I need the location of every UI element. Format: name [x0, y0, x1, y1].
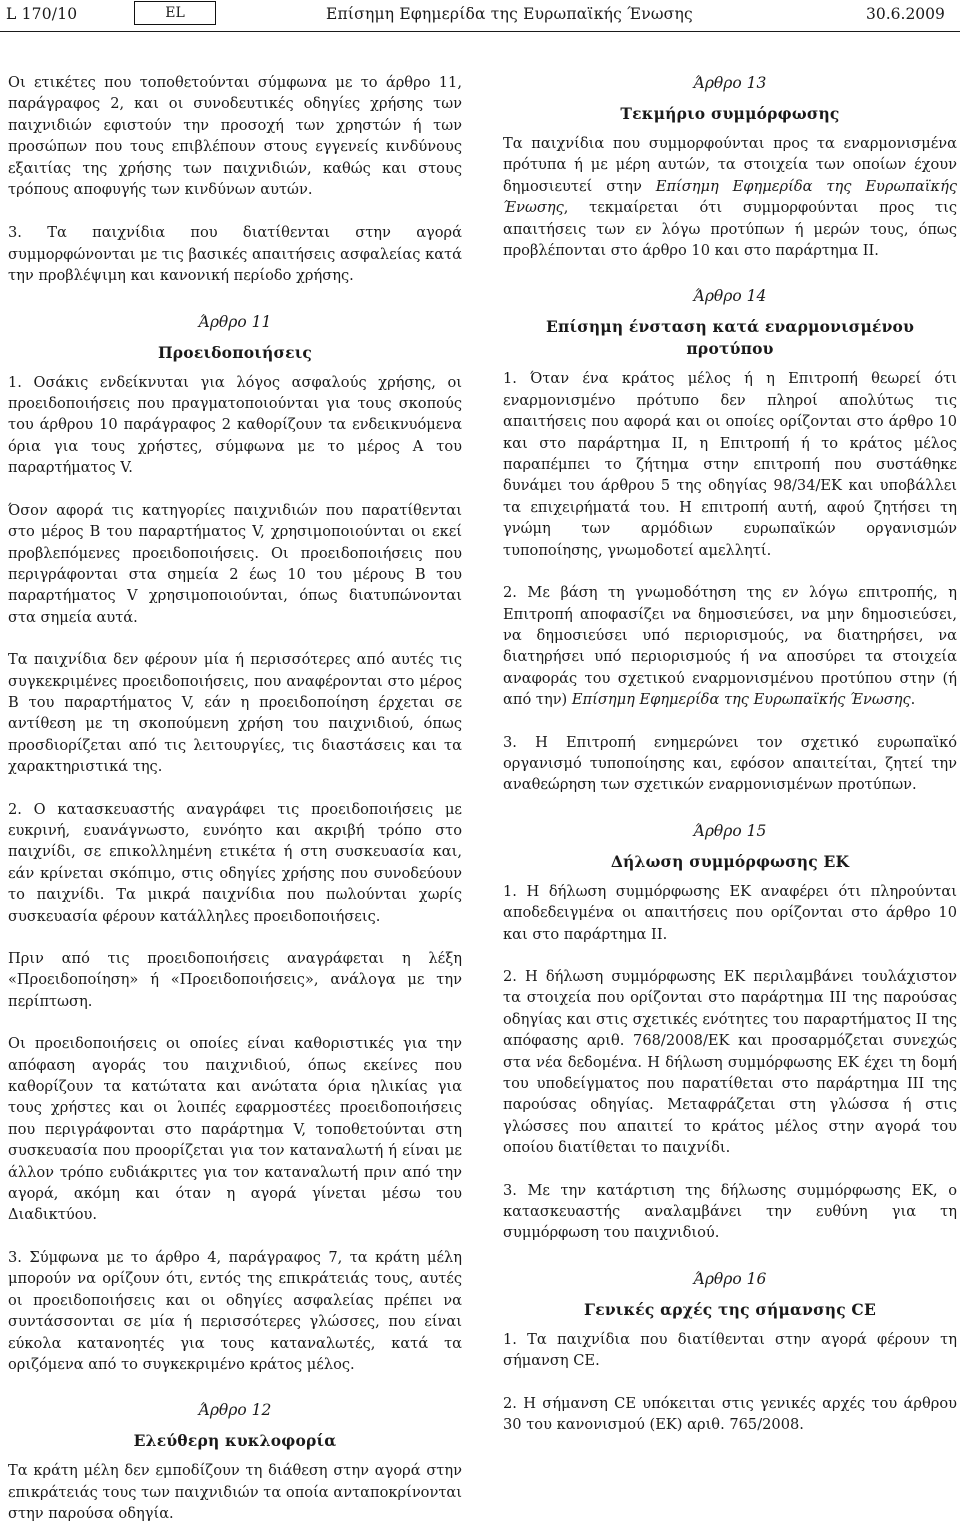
text-run: . [910, 691, 916, 709]
paragraph: 3. Σύμφωνα με το άρθρο 4, παράγραφος 7, τα κράτη μέλη μπορούν να ορίζουν ότι, εντός της επικράτειάς τους, αυτές οι προειδοποιήσεις και οι οδηγίες ασφαλείας πρέπει να συντάσσονται σε μία ή περισσότερες γλώσσες, που είναι εύκολα κατανοητές για τους καταναλωτές, κατά τα οριζόμενα από το συγκεκριμένο κράτος μέλος. [8, 1248, 462, 1373]
paragraph: 1. Η δήλωση συμμόρφωσης ΕΚ αναφέρει ότι πληρούνται αποδεδειγμένα οι απαιτήσεις που ορίζονται στο άρθρο 10 και στο παράρτημα II. [503, 882, 957, 943]
text-run: , τεκμαίρεται ότι συμμορφούνται προς τις απαιτήσεις των εν λόγω προτύπων ή μερών τους, όπως προβλέπονται στο άρθρο 10 και στο παράρτημα II. [503, 199, 957, 260]
paragraph: 3. Η Επιτροπή ενημερώνει τον σχετικό ευρωπαϊκό οργανισμό τυποποίησης και, εφόσον απαιτείται, ζητεί την αναθεώρηση των σχετικών εναρμονισμένων προτύπων. [503, 733, 957, 794]
paragraph [503, 582, 957, 710]
article-number: Άρθρο 15 [693, 821, 767, 840]
text-run: 2. Με βάση τη γνωμοδότηση της εν λόγω επιτροπής, η Επιτροπή αποφασίζει να δημοσιεύσει, να μην δημοσιεύσει, να δημοσιεύσει υπό περιορισμούς, να διατηρήσει, να διατηρήσει υπό περιορισμούς ή να αποσύρει τα στοιχεία αναφοράς του σχετικού εναρμονισμένου προτύπου στην (ή από την) [503, 584, 957, 709]
paragraph: Οι ετικέτες που τοποθετούνται σύμφωνα με το άρθρο 11, παράγραφος 2, και οι συνοδευτικές οδηγίες χρήσης των παιχνιδιών εφιστούν την προσοχή των χρηστών ή των προσώπων που τους επιβλέπουν στους εγγενείς κινδύνους εξαιτίας της χρήσης των παιχνιδιών, καθώς και στους τρόπους αποφυγής των κινδύνων αυτών. [8, 74, 462, 199]
paragraph [503, 133, 957, 261]
journal-reference: Επίσημη Εφημερίδα της Ευρωπαϊκής Ένωσης [571, 691, 911, 709]
language-code-box: EL [134, 1, 216, 25]
paragraph: Τα κράτη μέλη δεν εμποδίζουν τη διάθεση στην αγορά στην επικράτειάς τους των παιχνιδιών τα οποία ανταποκρίνονται στην παρούσα οδηγία. [8, 1462, 462, 1523]
paragraph: 3. Τα παιχνίδια που διατίθενται στην αγορά συμμορφώνονται με τις βασικές απαιτήσεις ασφαλείας κατά την προβλέψιμη και κανονική περίοδο χρήσης. [8, 224, 462, 285]
page-header [0, 0, 960, 32]
article-number: Άρθρο 11 [198, 312, 272, 331]
article-title: Τεκμήριο συμμόρφωσης [620, 104, 840, 123]
paragraph: 1. Οσάκις ενδείκνυται για λόγος ασφαλούς χρήσης, οι προειδοποιήσεις που πραγματοποιούνται για τους σκοπούς του άρθρου 10 παράγραφος 2 καθορίζουν τα ενδεικνυόμενα όρια για τους χρήστες, σύμφωνα με το μέρος Α του παραρτήματος V. [8, 373, 462, 477]
paragraph: 2. Η δήλωση συμμόρφωσης ΕΚ περιλαμβάνει τουλάχιστον τα στοιχεία που ορίζονται στο παράρτημα III της παρούσας οδηγίας και στις σχετικές ενότητες του παραρτήματος II της απόφασης αριθ. 768/2008/ΕΚ και προσαρμόζεται συνεχώς στα νέα δεδομένα. Η δήλωση συμμόρφωσης ΕΚ έχει τη δομή του υποδείγματος που παρατίθεται στο παράρτημα III της παρούσας οδηγίας. Μεταφράζεται στη γλώσσα ή στις γλώσσες που απαιτεί το κράτος μέλος στην αγορά του οποίου διατίθεται το παιχνίδι. [503, 967, 957, 1157]
article-number: Άρθρο 12 [198, 1401, 272, 1420]
journal-reference: Επίσημη Εφημερίδα της Ευρωπαϊκής Ένωσης [503, 177, 958, 217]
article-number: Άρθρο 14 [693, 287, 767, 306]
article-number: Άρθρο 16 [693, 1269, 767, 1288]
article-number: Άρθρο 13 [693, 74, 767, 92]
article-title: Προειδοποιήσεις [157, 342, 313, 362]
paragraph: 2. Η σήμανση CE υπόκειται στις γενικές αρχές του άρθρου 30 του κανονισμού (ΕΚ) αριθ. 765/2008. [503, 1394, 957, 1434]
right-column [503, 72, 957, 1435]
article-title: Γενικές αρχές της σήμανσης CE [584, 1299, 876, 1319]
paragraph: 3. Με την κατάρτιση της δήλωσης συμμόρφωσης ΕΚ, ο κατασκευαστής αναλαμβάνει την ευθύνη για τη συμμόρφωση του παιχνιδιού. [503, 1181, 957, 1242]
paragraph: Όσον αφορά τις κατηγορίες παιχνιδιών που παρατίθενται στο μέρος Β του παραρτήματος V, χρησιμοποιούνται οι εκεί προβλεπόμενες προειδοποιήσεις. Οι προειδοποιήσεις που περιγράφονται στα σημεία 2 έως 10 του μέρους Β του παραρτήματος V χρησιμοποιούνται, όπως διατυπώνονται στα σημεία αυτά. [8, 501, 462, 626]
text-run: Τα παιχνίδια που συμμορφούνται προς τα εναρμονισμένα πρότυπα ή με μέρη αυτών, τα στοιχεία των οποίων έχουν δημοσιευτεί στην [503, 135, 957, 195]
paragraph: Τα παιχνίδια δεν φέρουν μία ή περισσότερες από αυτές τις συγκεκριμένες προειδοποιήσεις, που αναφέρονται στο μέρος Β του παραρτήματος V, εάν η προειδοποίηση έρχεται σε αντίθεση με τη σκοπούμενη χρήση του παιχνιδιού, όπως προσδιορίζεται από τις λειτουργίες, τις διαστάσεις και τα χαρακτηριστικά της. [8, 651, 462, 776]
article-title: Δήλωση συμμόρφωσης ΕΚ [610, 851, 850, 871]
publication-date: 30.6.2009 [866, 5, 945, 23]
paragraph: Οι προειδοποιήσεις οι οποίες είναι καθοριστικές για την απόφαση αγοράς του παιχνιδιού, όπως εκείνες που καθορίζουν τα κατώτατα και ανώτατα όρια ηλικίας για τους χρήστες και οι λοιπές εφαρμοστέες προειδοποιήσεις που περιγράφονται στο παράρτημα V, τοποθετούνται στη συσκευασία που προορίζεται για τον καταναλωτή ή είναι με άλλον τρόπο ευδιάκριτες για τον καταναλωτή πριν από την αγορά, ακόμη και όταν η αγορά γίνεται μέσω του Διαδικτύου. [8, 1035, 462, 1224]
paragraph: Πριν από τις προειδοποιήσεις αναγράφεται η λέξη «Προειδοποίηση» ή «Προειδοποιήσεις», ανάλογα με την περίπτωση. [8, 950, 462, 1010]
page-reference: L 170/10 [6, 5, 78, 23]
article-title: Ελεύθερη κυκλοφορία [133, 1431, 337, 1451]
article-title: Επίσημη ένσταση κατά εναρμονισμένου προτύπου [545, 317, 915, 359]
paragraph: 1. Τα παιχνίδια που διατίθενται στην αγορά φέρουν τη σήμανση CE. [503, 1330, 957, 1370]
header-rule [0, 31, 960, 32]
paragraph: 1. Όταν ένα κράτος μέλος ή η Επιτροπή θεωρεί ότι εναρμονισμένο πρότυπο δεν πληροί απολύτως τις απαιτήσεις που αφορά και οι οποίες ορίζονται στο άρθρο 10 και στο παράρτημα II, η Επιτροπή ή το κράτος μέλος παραπέμπει το ζήτημα στην επιτροπή που συστάθηκε δυνάμει του άρθρου 5 της οδηγίας 98/34/ΕΚ και υποβάλλει τα επιχειρήματά του. Η επιτροπή αυτή, αφού ζητήσει τη γνώμη των αρμόδιων ευρωπαϊκών οργανισμών τυποποίησης, γνωμοδοτεί αμελλητί. [503, 370, 957, 559]
paragraph: 2. Ο κατασκευαστής αναγράφει τις προειδοποιήσεις με ευκρινή, ευανάγνωστο, ευνόητο και ακριβή τρόπο στο παιχνίδι, σε επικολλημένη ετικέτα ή στη συσκευασία και, εάν κρίνεται σκόπιμο, στις οδηγίες χρήσης που συνοδεύουν το παιχνίδι. Τα μικρά παιχνίδια που πωλούνται χωρίς συσκευασία φέρουν κατάλληλες προειδοποιήσεις. [8, 800, 462, 925]
left-column [8, 72, 462, 1525]
journal-title: Επίσημη Εφημερίδα της Ευρωπαϊκής Ένωσης [326, 5, 693, 23]
